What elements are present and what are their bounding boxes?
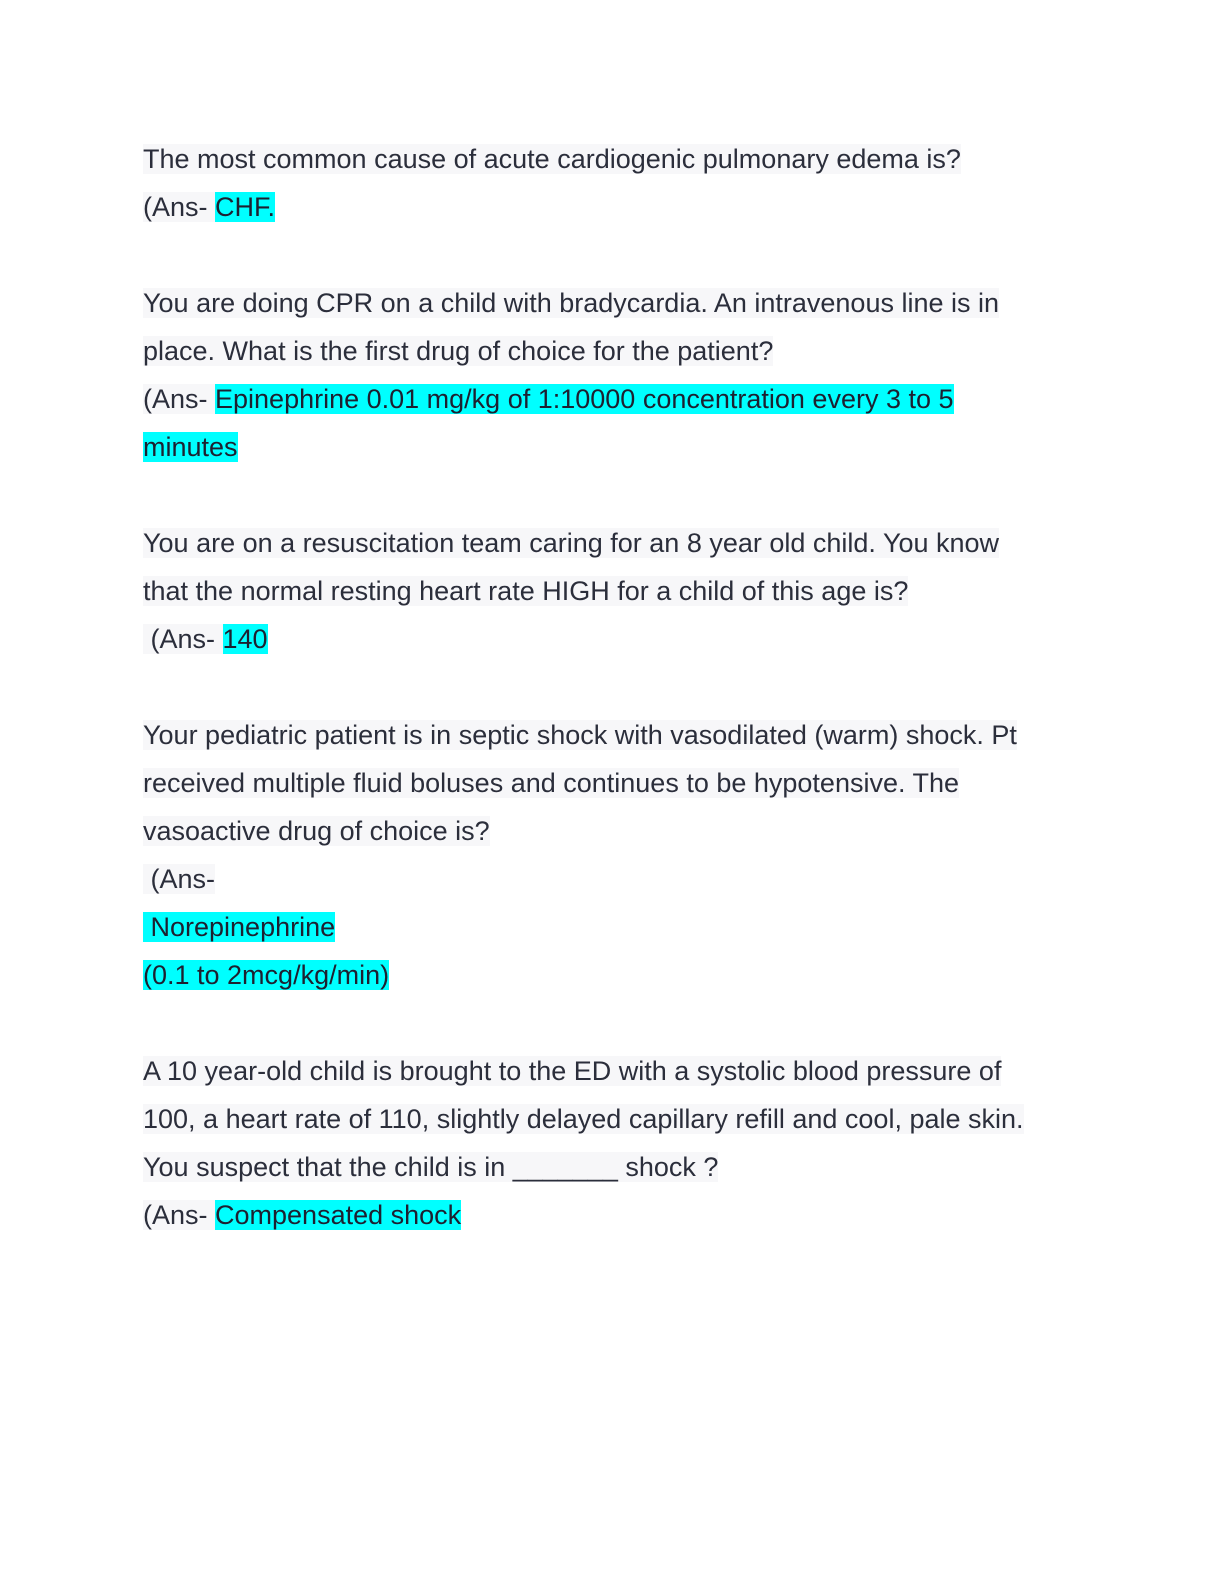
- answer-prefix: (Ans-: [143, 1200, 216, 1230]
- qa-item-5: [143, 1047, 1083, 1239]
- answer-highlight: Norepinephrine: [143, 912, 336, 942]
- question-line: that the normal resting heart rate HIGH for a child of this age is?: [143, 576, 909, 606]
- answer-highlight: Compensated shock: [215, 1200, 462, 1230]
- spacer: [143, 471, 1083, 519]
- answer-prefix: (Ans-: [143, 192, 216, 222]
- question-line: 100, a heart rate of 110, slightly delayed capillary refill and cool, pale skin.: [143, 1104, 1024, 1134]
- answer-highlight: 140: [222, 624, 268, 654]
- question-line: You are on a resuscitation team caring for an 8 year old child. You know: [143, 528, 1000, 558]
- qa-item-2: [143, 279, 1083, 471]
- qa-item-1: [143, 135, 1083, 231]
- spacer: [143, 999, 1083, 1047]
- answer-highlight: minutes: [143, 432, 238, 462]
- question-line: place. What is the first drug of choice for the patient?: [143, 336, 774, 366]
- question-line: received multiple fluid boluses and continues to be hypotensive. The: [143, 768, 960, 798]
- qa-list: [143, 135, 1083, 1239]
- question-line: You are doing CPR on a child with bradycardia. An intravenous line is in: [143, 288, 1000, 318]
- answer-prefix: (Ans-: [143, 864, 216, 894]
- qa-item-3: [143, 519, 1083, 663]
- answer-highlight: Epinephrine 0.01 mg/kg of 1:10000 concentration every 3 to 5: [215, 384, 954, 414]
- question-line: You suspect that the child is in _______ shock ?: [143, 1152, 719, 1182]
- spacer: [143, 663, 1083, 711]
- question-line: A 10 year-old child is brought to the ED with a systolic blood pressure of: [143, 1056, 1002, 1086]
- spacer: [143, 231, 1083, 279]
- answer-prefix: (Ans-: [143, 624, 223, 654]
- question-line: Your pediatric patient is in septic shock with vasodilated (warm) shock. Pt: [143, 720, 1017, 750]
- question-line: vasoactive drug of choice is?: [143, 816, 490, 846]
- answer-prefix: (Ans-: [143, 384, 216, 414]
- qa-item-4: [143, 711, 1083, 999]
- answer-highlight: CHF.: [215, 192, 276, 222]
- question-line: The most common cause of acute cardiogenic pulmonary edema is?: [143, 144, 961, 174]
- answer-highlight: (0.1 to 2mcg/kg/min): [143, 960, 390, 990]
